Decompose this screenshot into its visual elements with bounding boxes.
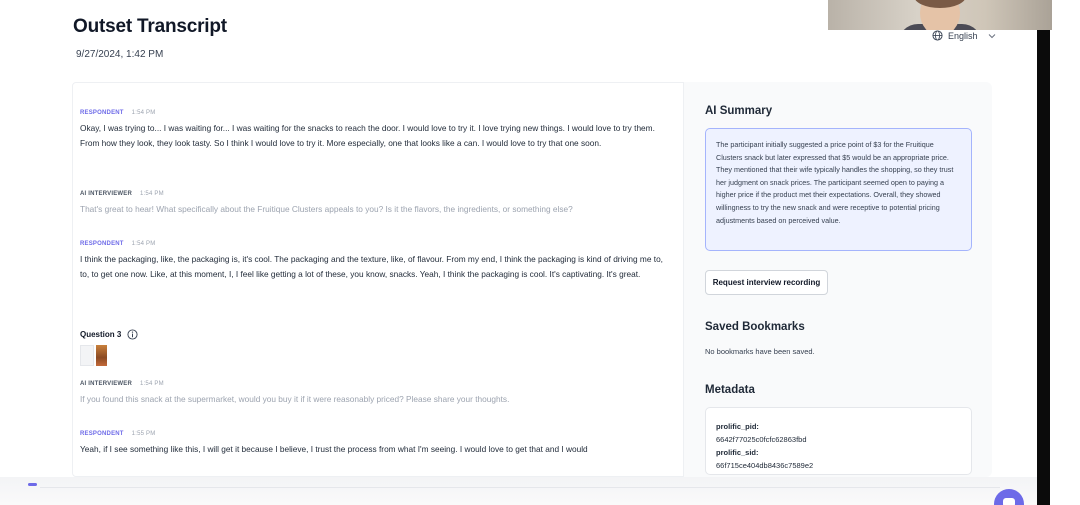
page-title: Outset Transcript: [73, 16, 227, 37]
respondent-message: Okay, I was trying to... I was waiting for... I was waiting for the snacks to reach the door. I would love to try it. I love trying new things. I would love to try them. From how they look, they look tasty. So I think I would love to try it. More especially, one that looks like a can. I would love to try that one soon.: [80, 123, 655, 148]
respondent-message: I think the packaging, like, the packaging is, it's cool. The packaging and the texture, like, of flavour. From my end, I think the packaging is kind of driving me to, to, to get one now. Like, at this moment, I, I feel like getting a lot of these, you know, snacks. Yeah, I think the packaging is cool. It's captivating. It's great.: [80, 254, 663, 279]
bottom-divider: [40, 487, 1000, 488]
speaker-name: AI INTERVIEWER: [80, 381, 133, 387]
info-icon[interactable]: [127, 329, 138, 340]
message-time: 1:54 PM: [131, 241, 156, 247]
thumbnail-image[interactable]: [96, 345, 107, 366]
speaker-label: [80, 381, 164, 387]
language-selector[interactable]: [932, 30, 997, 41]
question-thumbnails: [80, 345, 107, 366]
message-time: 1:54 PM: [131, 110, 156, 116]
interviewer-message: That's great to hear! What specifically about the Fruitique Clusters appeals to you? Is it the flavors, the ingredients, or something else?: [80, 204, 573, 214]
globe-icon: [932, 30, 943, 41]
webcam-overlay: [828, 0, 1052, 30]
bottom-indicator: [28, 483, 37, 486]
question-label: Question 3: [80, 330, 122, 339]
speaker-name: RESPONDENT: [80, 241, 124, 247]
respondent-message: Yeah, if I see something like this, I will get it because I believe, I trust the process from what I'm seeing. I would love to get that and I would: [80, 444, 588, 454]
metadata-title: Metadata: [705, 384, 755, 396]
speaker-name: AI INTERVIEWER: [80, 191, 133, 197]
thumbnail-image[interactable]: [80, 345, 94, 366]
message-time: 1:55 PM: [131, 431, 156, 437]
screen-edge: [1037, 30, 1050, 505]
bookmarks-empty-text: No bookmarks have been saved.: [705, 347, 815, 356]
interviewer-message: If you found this snack at the supermarket, would you buy it if it were reasonably priced? Please share your thoughts.: [80, 394, 510, 404]
ai-summary-title: AI Summary: [705, 105, 773, 117]
chevron-down-icon: [987, 31, 997, 41]
speaker-label: [80, 191, 164, 197]
speaker-label: [80, 241, 155, 247]
speaker-label: [80, 110, 155, 116]
metadata-key: prolific_pid:: [716, 422, 759, 431]
speaker-name: RESPONDENT: [80, 110, 124, 116]
saved-bookmarks-title: Saved Bookmarks: [705, 321, 805, 333]
metadata-box: [705, 407, 972, 475]
bottom-bar: [0, 477, 1037, 505]
message-time: 1:54 PM: [140, 191, 164, 197]
speaker-name: RESPONDENT: [80, 431, 124, 437]
language-label: English: [948, 30, 978, 41]
request-recording-button[interactable]: Request interview recording: [705, 270, 828, 295]
speaker-label: [80, 431, 155, 437]
question-header: [80, 329, 138, 340]
transcript-date: 9/27/2024, 1:42 PM: [76, 49, 164, 60]
transcript-panel[interactable]: [72, 82, 684, 477]
metadata-key: prolific_sid:: [716, 448, 759, 457]
metadata-value: 6642f77025c0fcfc62863fbd: [716, 435, 807, 444]
ai-summary-box: The participant initially suggested a price point of $3 for the Fruitique Clusters snack but later expressed that $5 would be an appropriate price. They mentioned that their wife typically handles the shopping, so they trust her judgment on snack prices. The participant seemed open to paying a higher price if the product met their expectations. Overall, they showed willingness to try the new snack and were receptive to potential pricing adjustments based on perceived value.: [705, 128, 972, 251]
metadata-value: 66f715ce404db8436c7589e2: [716, 461, 814, 470]
message-time: 1:54 PM: [140, 381, 164, 387]
